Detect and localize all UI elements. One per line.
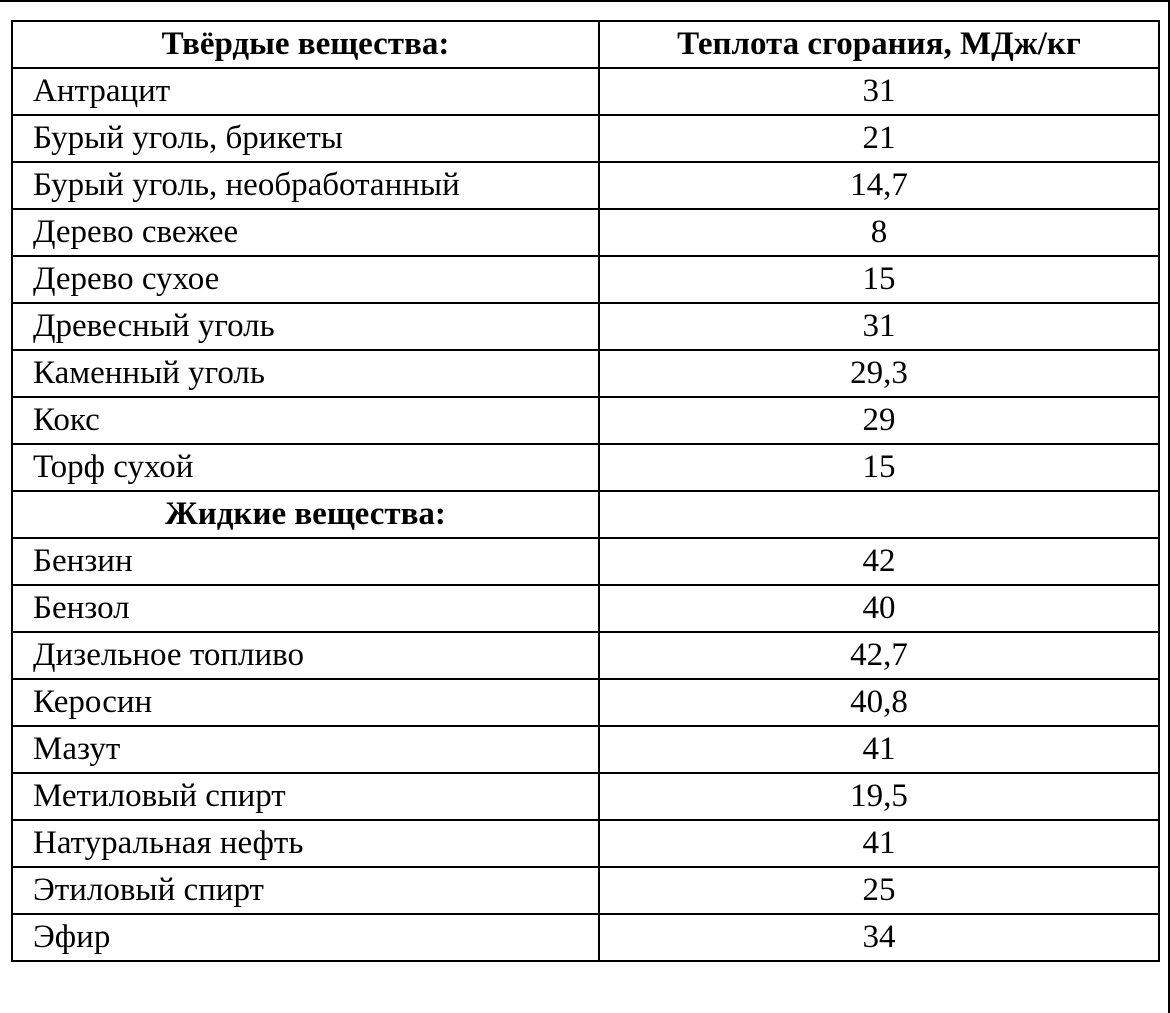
substance-name: Кокс <box>12 397 599 444</box>
empty-cell <box>599 491 1159 538</box>
substance-name: Бурый уголь, брикеты <box>12 115 599 162</box>
table-row <box>12 444 1159 491</box>
heat-value: 25 <box>599 867 1159 914</box>
substance-name: Торф сухой <box>12 444 599 491</box>
table-row <box>12 303 1159 350</box>
table-row <box>12 773 1159 820</box>
table-row <box>12 679 1159 726</box>
substance-name: Бензол <box>12 585 599 632</box>
table-row <box>12 726 1159 773</box>
heat-value: 41 <box>599 726 1159 773</box>
substance-name: Дерево свежее <box>12 209 599 256</box>
substance-name: Эфир <box>12 914 599 961</box>
solid-substances-header: Твёрдые вещества: <box>12 21 599 68</box>
table-row <box>12 820 1159 867</box>
substance-name: Дерево сухое <box>12 256 599 303</box>
heat-value: 8 <box>599 209 1159 256</box>
table-row <box>12 350 1159 397</box>
heat-value: 19,5 <box>599 773 1159 820</box>
table-header-row <box>12 21 1159 68</box>
heat-value: 29,3 <box>599 350 1159 397</box>
liquid-substances-header: Жидкие вещества: <box>12 491 599 538</box>
heat-value: 14,7 <box>599 162 1159 209</box>
table-row <box>12 256 1159 303</box>
substance-name: Дизельное топливо <box>12 632 599 679</box>
heat-value: 31 <box>599 303 1159 350</box>
table-row <box>12 585 1159 632</box>
table-body <box>12 68 1159 961</box>
substance-name: Метиловый спирт <box>12 773 599 820</box>
substance-name: Натуральная нефть <box>12 820 599 867</box>
substance-name: Мазут <box>12 726 599 773</box>
heat-value: 31 <box>599 68 1159 115</box>
substance-name: Древесный уголь <box>12 303 599 350</box>
table-row <box>12 867 1159 914</box>
heat-value: 21 <box>599 115 1159 162</box>
heat-of-combustion-header: Теплота сгорания, МДж/кг <box>599 21 1159 68</box>
heat-value: 34 <box>599 914 1159 961</box>
heat-of-combustion-table <box>11 20 1160 962</box>
heat-value: 42 <box>599 538 1159 585</box>
heat-value: 40,8 <box>599 679 1159 726</box>
table-row <box>12 162 1159 209</box>
table-row <box>12 397 1159 444</box>
substance-name: Бензин <box>12 538 599 585</box>
substance-name: Каменный уголь <box>12 350 599 397</box>
table-row <box>12 632 1159 679</box>
heat-value: 42,7 <box>599 632 1159 679</box>
table-row <box>12 115 1159 162</box>
heat-value: 29 <box>599 397 1159 444</box>
substance-name: Этиловый спирт <box>12 867 599 914</box>
substance-name: Бурый уголь, необработанный <box>12 162 599 209</box>
table-row <box>12 209 1159 256</box>
heat-value: 40 <box>599 585 1159 632</box>
table-row <box>12 68 1159 115</box>
heat-value: 15 <box>599 444 1159 491</box>
table-row <box>12 538 1159 585</box>
heat-value: 15 <box>599 256 1159 303</box>
substance-name: Керосин <box>12 679 599 726</box>
section-header-row <box>12 491 1159 538</box>
substance-name: Антрацит <box>12 68 599 115</box>
table-row <box>12 914 1159 961</box>
heat-value: 41 <box>599 820 1159 867</box>
